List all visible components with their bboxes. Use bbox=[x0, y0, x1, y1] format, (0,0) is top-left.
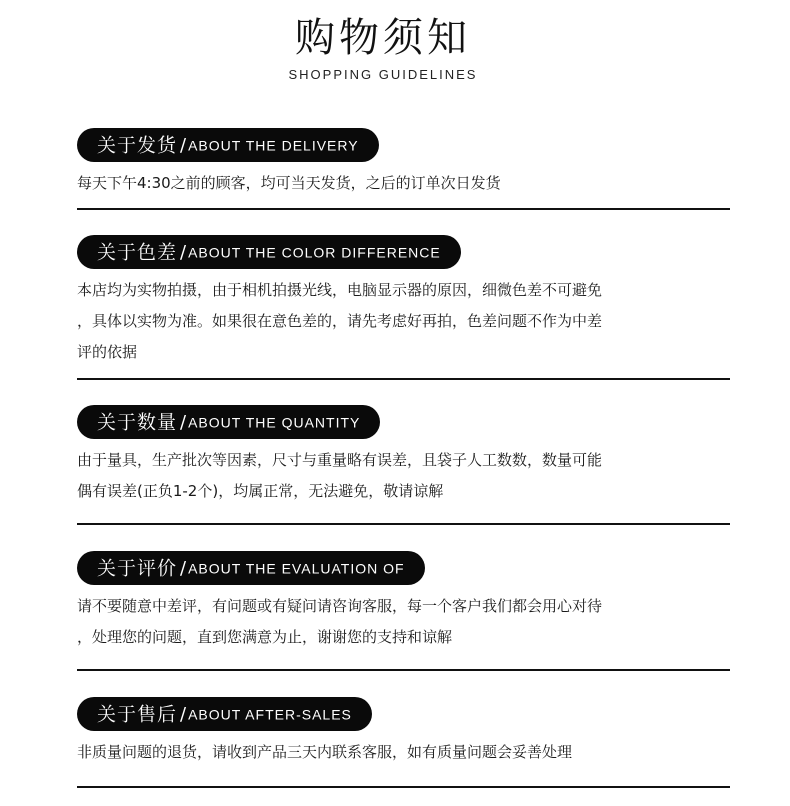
section-title-en: ABOUT THE DELIVERY bbox=[188, 137, 359, 154]
section-title-slash: / bbox=[180, 134, 187, 156]
section-body-line: 本店均为实物拍摄，由于相机拍摄光线，电脑显示器的原因，细微色差不可避免 bbox=[77, 281, 603, 299]
section-body-line: 每天下午4:30之前的顾客，均可当天发货，之后的订单次日发货 bbox=[77, 174, 501, 192]
section-title-en: ABOUT THE QUANTITY bbox=[188, 414, 361, 431]
section-divider bbox=[77, 378, 730, 380]
section-body bbox=[77, 737, 730, 768]
section-heading-pill bbox=[77, 128, 379, 162]
section-heading-pill bbox=[77, 235, 461, 269]
section-title-slash: / bbox=[180, 703, 187, 725]
section-body bbox=[77, 591, 730, 653]
section-title-slash: / bbox=[180, 557, 187, 579]
section-body-line: 偶有误差(正负1-2个)，均属正常，无法避免，敬请谅解 bbox=[77, 482, 444, 500]
section-title-cn: 关于数量 bbox=[97, 411, 178, 434]
section-divider bbox=[77, 208, 730, 210]
section-heading-pill bbox=[77, 697, 372, 731]
section-body-line: ，具体以实物为准。如果很在意色差的，请先考虑好再拍，色差问题不作为中差 bbox=[77, 312, 603, 330]
section-divider bbox=[77, 523, 730, 525]
section-title-cn: 关于色差 bbox=[97, 241, 178, 264]
section-body-line: 评的依据 bbox=[77, 343, 138, 361]
section-title-en: ABOUT AFTER-SALES bbox=[188, 706, 352, 723]
section-body bbox=[77, 168, 730, 199]
section-title-en: ABOUT THE COLOR DIFFERENCE bbox=[188, 244, 441, 261]
section-divider bbox=[77, 669, 730, 671]
section-divider bbox=[77, 786, 730, 788]
section-title-en: ABOUT THE EVALUATION OF bbox=[188, 560, 405, 577]
section-title-slash: / bbox=[180, 411, 187, 433]
section-body-line: 请不要随意中差评，有问题或有疑问请咨询客服，每一个客户我们都会用心对待 bbox=[77, 597, 603, 615]
section-heading-pill bbox=[77, 405, 380, 439]
page-subtitle: SHOPPING GUIDELINES bbox=[288, 67, 478, 82]
section-body-line: ，处理您的问题，直到您满意为止，谢谢您的支持和谅解 bbox=[77, 628, 453, 646]
section-title-cn: 关于发货 bbox=[97, 134, 178, 157]
section-title-cn: 关于售后 bbox=[97, 703, 178, 726]
section-body bbox=[77, 275, 730, 368]
section-heading-pill bbox=[77, 551, 425, 585]
section-title-slash: / bbox=[180, 241, 187, 263]
section-title-cn: 关于评价 bbox=[97, 557, 178, 580]
section-body bbox=[77, 445, 730, 507]
section-body-line: 非质量问题的退货，请收到产品三天内联系客服，如有质量问题会妥善处理 bbox=[77, 743, 573, 761]
section-body-line: 由于量具，生产批次等因素，尺寸与重量略有误差，且袋子人工数数，数量可能 bbox=[77, 451, 603, 469]
page-title: 购物须知 bbox=[295, 15, 471, 61]
